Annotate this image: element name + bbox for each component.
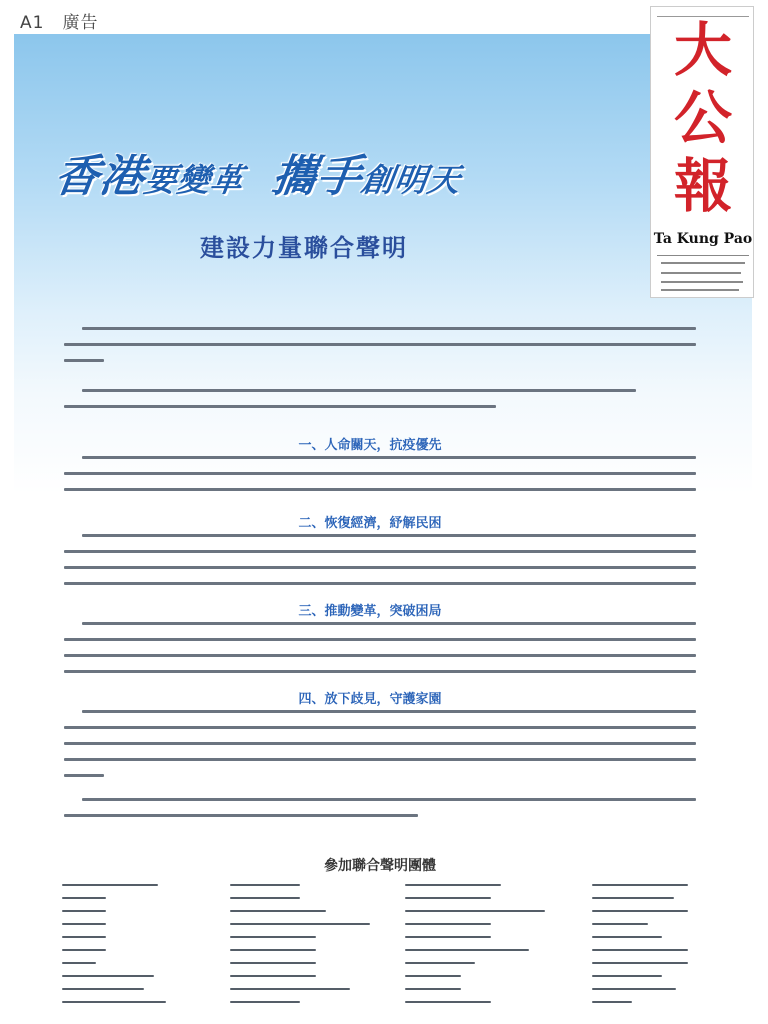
signatory-item bbox=[62, 923, 106, 925]
signatory-item bbox=[405, 962, 475, 964]
body-text-line bbox=[64, 343, 696, 346]
body-text-line bbox=[64, 726, 696, 729]
signatory-item bbox=[592, 1001, 632, 1003]
masthead-info-line bbox=[661, 281, 743, 283]
signatory-item bbox=[405, 884, 501, 886]
body-text-line bbox=[64, 742, 696, 745]
signatory-item bbox=[405, 897, 491, 899]
signatory-item bbox=[230, 923, 370, 925]
body-text-line bbox=[64, 582, 696, 585]
signatory-item bbox=[592, 897, 674, 899]
signatory-item bbox=[62, 949, 106, 951]
signatory-item bbox=[230, 1001, 300, 1003]
body-text-line bbox=[64, 566, 696, 569]
masthead-char-1: 大 bbox=[673, 16, 732, 84]
signatory-item bbox=[405, 910, 545, 912]
signatories-column-1 bbox=[62, 884, 222, 1014]
signatory-item bbox=[230, 949, 316, 951]
masthead-info-block bbox=[657, 255, 749, 294]
body-text-line bbox=[82, 456, 696, 459]
headline-part2-small: 創明天 bbox=[358, 161, 464, 199]
signatory-item bbox=[405, 923, 491, 925]
signatory-item bbox=[592, 910, 688, 912]
section-heading-1: 一、人命關天，抗疫優先 bbox=[298, 438, 442, 453]
masthead-english-name: Ta Kung Pao bbox=[653, 231, 753, 247]
signatory-item bbox=[62, 936, 106, 938]
section-heading-3: 三、推動變革，突破困局 bbox=[298, 604, 442, 619]
signatory-item bbox=[405, 975, 461, 977]
masthead-char-2: 公 bbox=[673, 84, 732, 152]
body-text-line bbox=[82, 389, 636, 392]
signatory-item bbox=[62, 988, 144, 990]
section-heading-2: 二、恢復經濟，紓解民困 bbox=[298, 516, 442, 531]
signatory-item bbox=[592, 936, 662, 938]
signatory-item bbox=[230, 936, 316, 938]
body-text-line bbox=[82, 710, 696, 713]
signatory-item bbox=[230, 897, 300, 899]
signatory-item bbox=[405, 949, 529, 951]
headline-part2-big: 攜手 bbox=[268, 151, 366, 202]
signatory-item bbox=[230, 988, 350, 990]
body-text-line bbox=[64, 488, 696, 491]
signatory-item bbox=[592, 923, 648, 925]
signatory-item bbox=[592, 988, 676, 990]
body-text-line bbox=[64, 670, 696, 673]
body-text-line bbox=[82, 534, 696, 537]
signatory-item bbox=[230, 975, 316, 977]
headline bbox=[52, 140, 620, 200]
signatory-item bbox=[230, 910, 326, 912]
subtitle: 建設力量聯合聲明 bbox=[200, 234, 408, 262]
signatory-item bbox=[405, 1001, 491, 1003]
signatory-item bbox=[405, 936, 491, 938]
masthead bbox=[650, 6, 754, 298]
signatory-item bbox=[62, 1001, 166, 1003]
signatory-item bbox=[230, 884, 300, 886]
signatory-item bbox=[592, 884, 688, 886]
signatory-item bbox=[62, 962, 96, 964]
signatories-column-4 bbox=[592, 884, 752, 1014]
masthead-char-3: 報 bbox=[673, 152, 732, 220]
signatory-item bbox=[592, 949, 688, 951]
body-text-line bbox=[64, 758, 696, 761]
body-text-line bbox=[64, 774, 104, 777]
signatories-title: 參加聯合聲明團體 bbox=[324, 858, 436, 874]
body-text-line bbox=[82, 622, 696, 625]
body-text-line bbox=[82, 327, 696, 330]
section-heading-4: 四、放下歧見，守護家園 bbox=[298, 692, 442, 707]
body-text-line bbox=[64, 472, 696, 475]
signatory-item bbox=[230, 962, 316, 964]
headline-part1-small: 要變革 bbox=[141, 161, 247, 199]
masthead-info-line bbox=[661, 262, 745, 264]
signatory-item bbox=[592, 962, 688, 964]
body-text-line bbox=[64, 654, 696, 657]
signatory-item bbox=[405, 988, 461, 990]
signatories-column-2 bbox=[230, 884, 390, 1014]
body-text-line bbox=[64, 638, 696, 641]
signatory-item bbox=[62, 884, 158, 886]
masthead-info-line bbox=[661, 289, 739, 291]
page-label: A1 廣告 bbox=[20, 13, 99, 33]
body-text-line bbox=[64, 814, 418, 817]
signatory-item bbox=[62, 910, 106, 912]
signatory-item bbox=[62, 975, 154, 977]
body-text-line bbox=[64, 405, 496, 408]
signatory-item bbox=[62, 897, 106, 899]
body-text-line bbox=[82, 798, 696, 801]
headline-part1-big: 香港 bbox=[51, 151, 149, 202]
masthead-info-line bbox=[661, 272, 741, 274]
signatories-column-3 bbox=[405, 884, 565, 1014]
body-text-line bbox=[64, 550, 696, 553]
signatory-item bbox=[592, 975, 662, 977]
body-text-line bbox=[64, 359, 104, 362]
